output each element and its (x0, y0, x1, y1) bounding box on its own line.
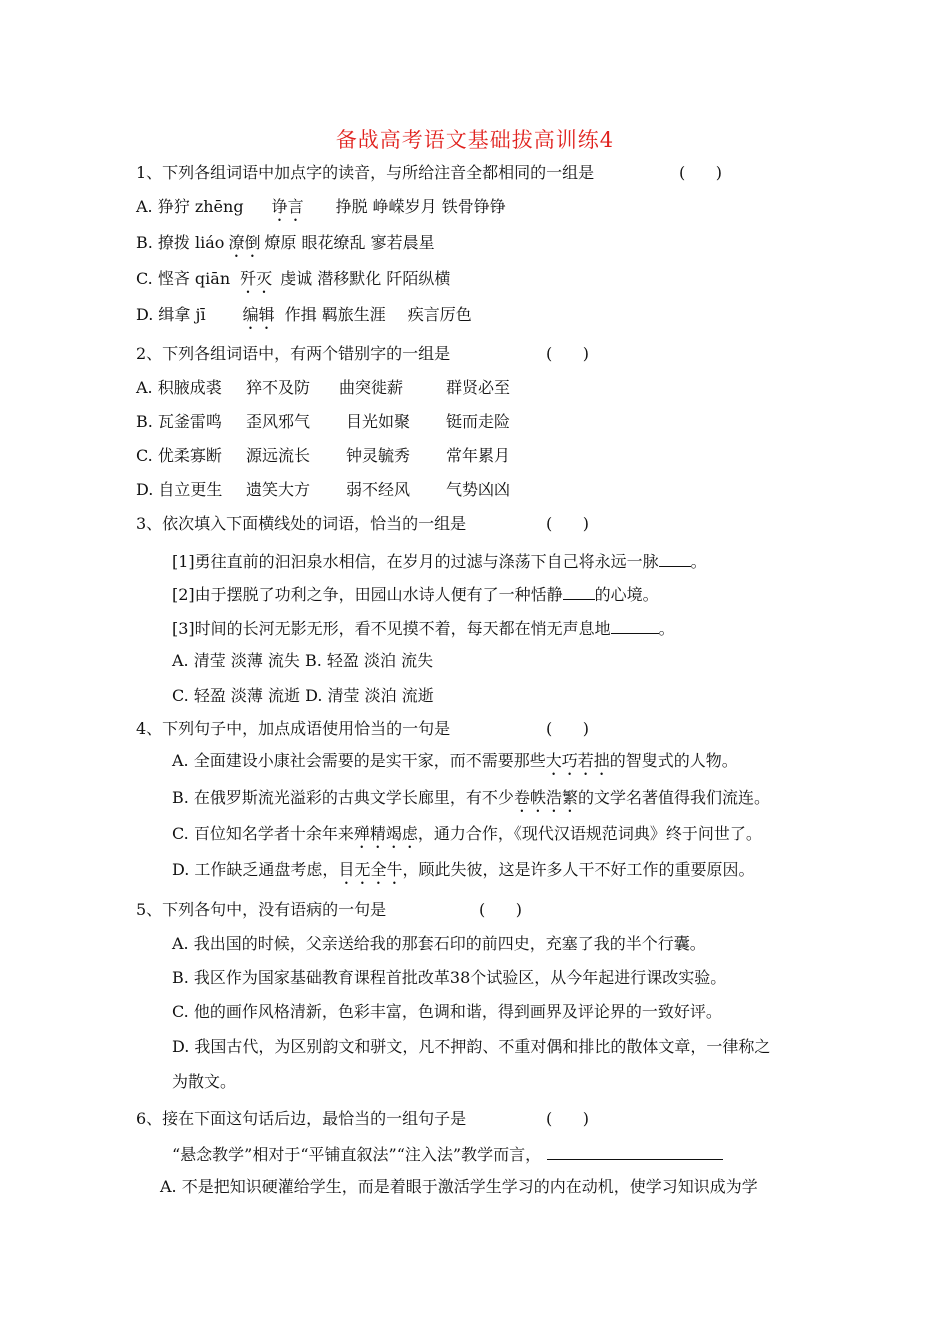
idiom-dotted: 殚精竭虑 (353, 824, 418, 843)
cell: 源远流长 (246, 446, 311, 465)
question-4-stem: 4、下列句子中，加点成语使用恰当的一句是 (136, 719, 451, 738)
sentence-text: [2]由于摆脱了功利之争，田园山水诗人便有了一种恬静 (172, 585, 563, 604)
sentence-text: “悬念教学”相对于“平铺直叙法”“注入法”教学而言， (172, 1145, 542, 1164)
option-label: B. 撩拨 liáo (136, 233, 225, 252)
option-word: 诤言 (271, 197, 304, 216)
question-1-option-c (136, 269, 450, 297)
option-text: B. 在俄罗斯流光溢彩的古典文学长廊里，有不少 (172, 788, 514, 807)
question-4-option-b (172, 788, 770, 816)
question-1-answer-paren: ( ) (679, 163, 722, 182)
option-words: 作揖 羁旅生涯 (284, 305, 386, 324)
sentence-end: 。 (658, 619, 675, 638)
question-6-option-a: A. 不是把知识硬灌给学生，而是着眼于激活学生学习的内在动机，使学习知识成为学 (160, 1177, 758, 1196)
question-5-stem: 5、下列各句中，没有语病的一句是 (136, 900, 387, 919)
sentence-end: 。 (690, 552, 707, 571)
cell: 气势凶凶 (446, 480, 511, 499)
question-4-answer-paren: ( ) (546, 719, 589, 738)
cell: 弱不经风 (346, 480, 411, 499)
option-words-2: 疾言厉色 (407, 305, 472, 324)
sentence-text: [3]时间的长河无影无形，看不见摸不着，每天都在悄无声息地 (172, 619, 611, 638)
option-words: 虔诚 潜移默化 阡陌纵横 (280, 269, 451, 288)
cell: B. 瓦釜雷鸣 (136, 412, 222, 431)
option-text-end: 的智叟式的人物。 (609, 751, 738, 770)
cell: 歪风邪气 (246, 412, 311, 431)
question-5-option-d: D. 我国古代，为区别韵文和骈文，凡不押韵、不重对偶和排比的散体文章，一律称之 (172, 1037, 771, 1056)
question-5-option-b: B. 我区作为国家基础教育课程首批改革38个试验区，从今年起进行课改实验。 (172, 968, 727, 987)
cell: 群贤必至 (446, 378, 511, 397)
question-6-stem: 6、接在下面这句话后边，最恰当的一组句子是 (136, 1109, 467, 1128)
option-text: C. 百位知名学者十余年来 (172, 824, 354, 843)
question-4-option-d (172, 860, 754, 888)
option-label: A. 狰狞 zhēng (136, 197, 244, 216)
option-text: A. 全面建设小康社会需要的是实干家，而不需要那些 (172, 751, 546, 770)
fill-blank (611, 617, 659, 634)
option-label: D. 缉拿 jī (136, 305, 206, 324)
cell: C. 优柔寡断 (136, 446, 222, 465)
idiom-dotted: 目无全牛 (338, 860, 403, 879)
fill-blank (659, 550, 691, 567)
option-word: 潦倒 (228, 233, 261, 252)
cell: D. 自立更生 (136, 480, 223, 499)
question-2-answer-paren: ( ) (546, 344, 589, 363)
question-5-option-d-cont: 为散文。 (172, 1072, 237, 1091)
cell: 常年累月 (446, 446, 511, 465)
option-word: 歼灭 (240, 269, 273, 288)
cell: 目光如聚 (346, 412, 411, 431)
question-3-answer-paren: ( ) (546, 514, 589, 533)
question-5-answer-paren: ( ) (479, 900, 522, 919)
option-label: C. 悭吝 qiān (136, 269, 231, 288)
option-word: 编辑 (242, 305, 275, 324)
question-3-sentence-3 (172, 617, 675, 639)
fill-blank (547, 1143, 723, 1160)
cell: 钟灵毓秀 (346, 446, 411, 465)
option-text-end: ，顾此失彼，这是许多人干不好工作的重要原因。 (402, 860, 755, 879)
fill-blank (563, 583, 595, 600)
question-4-option-c (172, 824, 762, 852)
cell: 曲突徙薪 (339, 378, 404, 397)
option-text-end: 的文学名著值得我们流连。 (577, 788, 770, 807)
cell: 猝不及防 (246, 378, 311, 397)
cell: A. 积腋成裘 (136, 378, 222, 397)
question-5-option-a: A. 我出国的时候，父亲送给我的那套石印的前四史，充塞了我的半个行囊。 (172, 934, 706, 953)
sentence-end: 的心境。 (594, 585, 659, 604)
cell: 铤而走险 (446, 412, 511, 431)
question-1-option-d (136, 305, 472, 333)
question-6-answer-paren: ( ) (546, 1109, 589, 1128)
cell: 遗笑大方 (246, 480, 311, 499)
question-3-sentence-2 (172, 583, 659, 605)
question-4-option-a (172, 751, 738, 779)
option-text-end: ，通力合作，《现代汉语规范词典》终于问世了。 (417, 824, 762, 843)
option-words: 燎原 眼花缭乱 寥若晨星 (264, 233, 435, 252)
option-words: 挣脱 峥嵘岁月 铁骨铮铮 (335, 197, 506, 216)
question-2-stem: 2、下列各组词语中，有两个错别字的一组是 (136, 344, 451, 363)
sentence-text: [1]勇往直前的汩汩泉水相信，在岁月的过滤与涤荡下自己将永远一脉 (172, 552, 659, 571)
page-title: 备战高考语文基础拔高训练4 (335, 128, 615, 152)
option-text: D. 工作缺乏通盘考虑， (172, 860, 339, 879)
question-6-sentence (172, 1143, 723, 1165)
question-3-stem: 3、依次填入下面横线处的词语，恰当的一组是 (136, 514, 467, 533)
idiom-dotted: 大巧若拙 (545, 751, 610, 770)
question-1-option-a (136, 197, 506, 225)
question-3-options-cd: C. 轻盈 淡薄 流逝 D. 清莹 淡泊 流逝 (172, 686, 434, 705)
idiom-dotted: 卷帙浩繁 (513, 788, 578, 807)
question-3-sentence-1 (172, 550, 707, 572)
question-1-option-b (136, 233, 435, 261)
question-3-options-ab: A. 清莹 淡薄 流失 B. 轻盈 淡泊 流失 (172, 651, 434, 670)
question-5-option-c: C. 他的画作风格清新，色彩丰富，色调和谐，得到画界及评论界的一致好评。 (172, 1002, 722, 1021)
question-1-stem: 1、下列各组词语中加点字的读音，与所给注音全都相同的一组是 (136, 163, 595, 182)
